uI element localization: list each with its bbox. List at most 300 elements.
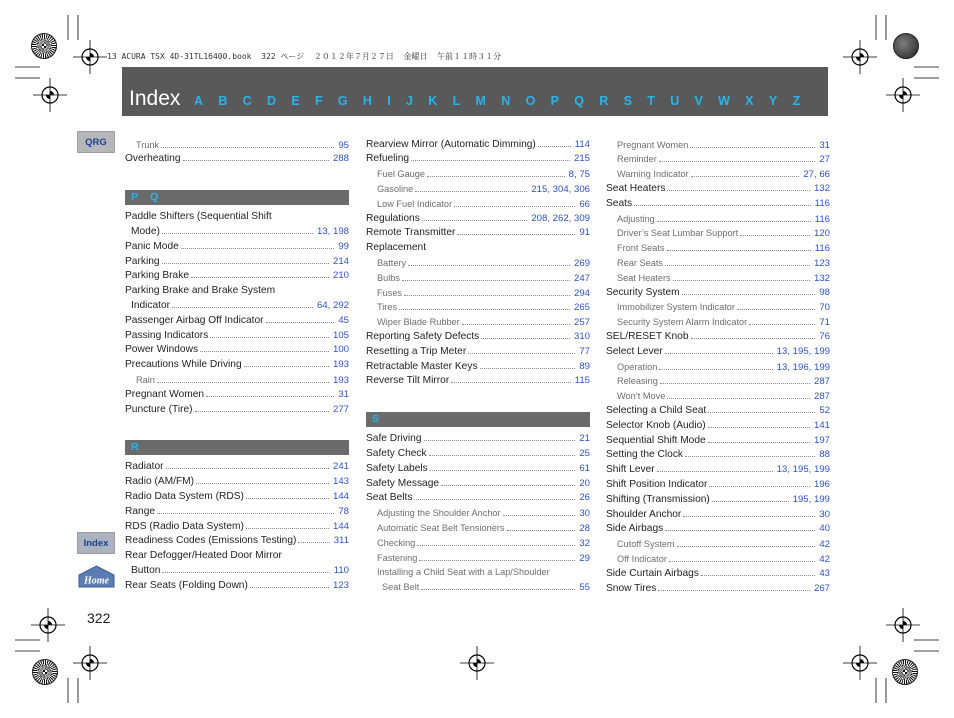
- entry-label: Security System: [606, 286, 680, 298]
- entry-label: Cutoff System: [617, 539, 675, 550]
- dot-leader: [183, 160, 329, 161]
- index-entry: [366, 462, 590, 477]
- dot-leader: [451, 382, 570, 383]
- alphabet-link-a[interactable]: A: [194, 94, 204, 108]
- entry-label: Panic Mode: [125, 240, 179, 252]
- index-subentry: [606, 552, 830, 567]
- index-entry: [125, 388, 349, 403]
- index-entry: [125, 403, 349, 418]
- page-link[interactable]: 61: [579, 462, 590, 474]
- alphabet-link-s[interactable]: S: [623, 94, 632, 108]
- entry-label: Shifting (Transmission): [606, 493, 710, 505]
- page-link[interactable]: 70: [819, 302, 830, 314]
- page-link[interactable]: 27, 66: [803, 169, 830, 181]
- page-link[interactable]: 88: [819, 449, 830, 461]
- entry-label: Mode): [131, 225, 160, 237]
- dot-leader: [402, 280, 570, 281]
- index-entry: [606, 330, 830, 345]
- index-subentry: [366, 300, 590, 315]
- page-link[interactable]: 13, 198: [316, 225, 349, 237]
- page-link[interactable]: 13, 195, 199: [776, 345, 830, 357]
- page-link[interactable]: 144: [332, 490, 349, 502]
- alphabet-link-j[interactable]: J: [406, 94, 413, 108]
- entry-label: Fuses: [377, 287, 403, 298]
- dot-leader: [166, 468, 329, 469]
- alphabet-link-w[interactable]: W: [718, 94, 730, 108]
- index-subentry: [606, 315, 830, 330]
- page-link[interactable]: 195, 199: [792, 493, 830, 505]
- entry-label: Indicator: [131, 299, 171, 311]
- entry-label: Security System Alarm Indicator: [617, 317, 748, 328]
- dot-leader: [427, 176, 565, 177]
- page-link[interactable]: 288: [332, 153, 349, 165]
- index-tab[interactable]: Index: [77, 532, 115, 554]
- page-link[interactable]: 29: [579, 552, 590, 564]
- dot-leader: [298, 542, 329, 543]
- page-link[interactable]: 143: [332, 476, 349, 488]
- dot-leader: [659, 369, 772, 370]
- color-target-mark: [32, 659, 58, 685]
- index-column-2: [366, 138, 590, 595]
- dot-leader: [708, 427, 810, 428]
- index-subentry: [606, 256, 830, 271]
- index-subentry: [366, 565, 590, 580]
- alphabet-link-c[interactable]: C: [242, 94, 252, 108]
- page-link[interactable]: 196: [813, 478, 830, 490]
- dot-leader: [667, 398, 810, 399]
- page-link[interactable]: 116: [814, 197, 830, 209]
- page-link[interactable]: 55: [579, 582, 590, 594]
- dot-leader: [538, 146, 571, 147]
- index-subentry: [606, 241, 830, 256]
- alphabet-link-i[interactable]: I: [387, 94, 391, 108]
- dot-leader: [708, 442, 810, 443]
- index-entry: [125, 475, 349, 490]
- page-link[interactable]: 123: [813, 257, 830, 269]
- dot-leader: [709, 486, 810, 487]
- page-link[interactable]: 247: [573, 272, 590, 284]
- alphabet-link-f[interactable]: F: [314, 94, 323, 108]
- entry-label: Safety Message: [366, 477, 440, 489]
- dot-leader: [162, 233, 313, 234]
- index-column-3: [606, 138, 830, 597]
- alphabet-link-o[interactable]: O: [525, 94, 536, 108]
- page-link[interactable]: 78: [338, 505, 349, 517]
- page-link[interactable]: 98: [819, 286, 830, 298]
- entry-label: Adjusting: [617, 213, 655, 224]
- page-link[interactable]: 40: [819, 523, 830, 535]
- entry-label: Checking: [377, 537, 416, 548]
- index-subentry: [366, 536, 590, 551]
- index-entry: [366, 477, 590, 492]
- page-link[interactable]: 43: [819, 567, 830, 579]
- dot-leader: [266, 322, 335, 323]
- page-link[interactable]: 99: [338, 240, 349, 252]
- entry-label: Side Airbags: [606, 523, 664, 535]
- index-entry: [366, 212, 590, 227]
- index-entry: [125, 210, 349, 225]
- index-subentry: [606, 212, 830, 227]
- dot-leader: [682, 294, 816, 295]
- entry-label: Replacement: [366, 242, 427, 254]
- crosshair-mark: [843, 40, 877, 74]
- index-header-bar: [122, 67, 828, 116]
- section-header: [125, 440, 349, 455]
- page-link[interactable]: 123: [332, 579, 349, 591]
- page-link[interactable]: 215: [573, 153, 590, 165]
- index-entry: [125, 269, 349, 284]
- alphabet-link-r[interactable]: R: [599, 94, 609, 108]
- page-link[interactable]: 215, 304, 306: [531, 183, 590, 195]
- page-link[interactable]: 42: [819, 539, 830, 551]
- entry-label: Safety Labels: [366, 462, 428, 474]
- entry-label: Parking Brake: [125, 270, 189, 282]
- dot-leader: [669, 561, 815, 562]
- index-subentry: [125, 373, 349, 388]
- index-subentry: [606, 374, 830, 389]
- dot-leader: [660, 383, 810, 384]
- index-subentry: [606, 138, 830, 153]
- page-link[interactable]: 28: [579, 522, 590, 534]
- entry-label: Low Fuel Indicator: [377, 198, 453, 209]
- page-link[interactable]: 144: [332, 520, 349, 532]
- entry-label: Range: [125, 505, 156, 517]
- index-entry: [125, 520, 349, 535]
- entry-label: Rearview Mirror (Automatic Dimming): [366, 138, 536, 150]
- entry-label: Seats: [606, 197, 633, 209]
- page-link[interactable]: 31: [819, 139, 830, 151]
- color-target-mark: [892, 659, 918, 685]
- entry-label: Bulbs: [377, 272, 400, 283]
- page-link[interactable]: 110: [333, 564, 349, 576]
- dot-leader: [196, 483, 329, 484]
- dot-leader: [404, 295, 570, 296]
- entry-label: Reminder: [617, 154, 657, 165]
- page-link[interactable]: 8, 75: [568, 169, 590, 181]
- alphabet-link-d[interactable]: D: [266, 94, 277, 108]
- dot-leader: [657, 221, 811, 222]
- page-link[interactable]: 32: [579, 537, 590, 549]
- index-entry: [366, 138, 590, 153]
- dot-leader: [422, 220, 528, 221]
- entry-label: Sequential Shift Mode: [606, 434, 706, 446]
- page-link[interactable]: 193: [332, 359, 349, 371]
- index-subentry: [125, 138, 349, 153]
- dot-leader: [162, 572, 329, 573]
- dot-leader: [191, 277, 329, 278]
- index-entry: [606, 522, 830, 537]
- page-number: 322: [87, 610, 111, 626]
- page-link[interactable]: 30: [819, 508, 830, 520]
- index-entry: [366, 491, 590, 506]
- index-entry: [125, 343, 349, 358]
- crosshair-mark: [73, 40, 107, 74]
- page-link[interactable]: 100: [332, 344, 349, 356]
- entry-label: Button: [131, 564, 161, 576]
- color-target-mark: [31, 33, 57, 59]
- index-entry: [606, 463, 830, 478]
- dot-leader: [244, 366, 329, 367]
- page-link[interactable]: 294: [573, 287, 590, 299]
- index-entry: [606, 345, 830, 360]
- dot-leader: [658, 590, 810, 591]
- dot-leader: [172, 307, 313, 308]
- entry-label: Passing Indicators: [125, 329, 209, 341]
- page-link[interactable]: 310: [573, 330, 590, 342]
- page-link[interactable]: 287: [813, 391, 830, 403]
- dot-leader: [691, 338, 816, 339]
- index-entry: [125, 490, 349, 505]
- page-link[interactable]: 141: [813, 419, 830, 431]
- page-link[interactable]: 77: [579, 345, 590, 357]
- page-link[interactable]: 31: [338, 388, 349, 400]
- index-entry: [366, 152, 590, 167]
- section-header: [125, 190, 349, 205]
- alphabet-link-e[interactable]: E: [291, 94, 300, 108]
- page-link[interactable]: 26: [579, 492, 590, 504]
- alphabet-link-b[interactable]: B: [218, 94, 228, 108]
- entry-label: Seat Heaters: [617, 272, 671, 283]
- entry-label: Off Indicator: [617, 553, 667, 564]
- page-link[interactable]: 52: [819, 404, 830, 416]
- index-subentry: [606, 167, 830, 182]
- index-subentry: [606, 226, 830, 241]
- entry-label: Adjusting the Shoulder Anchor: [377, 508, 501, 519]
- index-entry: [606, 182, 830, 197]
- entry-label: Side Curtain Airbags: [606, 567, 699, 579]
- index-entry: [125, 284, 349, 299]
- index-subentry: [606, 537, 830, 552]
- page-link[interactable]: 116: [814, 243, 830, 255]
- alphabet-link-m[interactable]: M: [475, 94, 486, 108]
- dot-leader: [690, 147, 815, 148]
- page-link[interactable]: 89: [579, 360, 590, 372]
- section-letter-r: R: [131, 440, 139, 453]
- index-subentry: [606, 152, 830, 167]
- page-link[interactable]: 132: [813, 272, 830, 284]
- dot-leader: [161, 147, 334, 148]
- alphabet-link-k[interactable]: K: [428, 94, 438, 108]
- index-entry: [125, 255, 349, 270]
- page-link[interactable]: 25: [579, 447, 590, 459]
- index-subentry: [366, 182, 590, 197]
- entry-label: Regulations: [366, 212, 420, 224]
- dot-leader: [424, 440, 576, 441]
- page-link[interactable]: 71: [819, 317, 830, 329]
- index-entry: [125, 314, 349, 329]
- alphabet-link-l[interactable]: L: [452, 94, 461, 108]
- page-link[interactable]: 91: [579, 227, 590, 239]
- entry-label: Radio (AM/FM): [125, 476, 195, 488]
- page-link[interactable]: 257: [573, 317, 590, 329]
- index-entry: [125, 152, 349, 167]
- alphabet-link-g[interactable]: G: [337, 94, 348, 108]
- entry-label: Rear Seats: [617, 257, 663, 268]
- crosshair-mark: [31, 608, 65, 642]
- index-entry: [606, 404, 830, 419]
- entry-label: Wiper Blade Rubber: [377, 317, 460, 328]
- index-entry: [366, 432, 590, 447]
- index-subentry: [366, 551, 590, 566]
- entry-label: Driver’s Seat Lumbar Support: [617, 228, 739, 239]
- dot-leader: [667, 250, 811, 251]
- index-column-1: [125, 138, 349, 594]
- entry-label: Readiness Codes (Emissions Testing): [125, 535, 297, 547]
- dot-leader: [665, 353, 773, 354]
- page-link[interactable]: 269: [573, 257, 590, 269]
- index-entry: [606, 582, 830, 597]
- index-entry: [606, 419, 830, 434]
- alphabet-link-z[interactable]: Z: [792, 94, 801, 108]
- page-link[interactable]: 265: [573, 302, 590, 314]
- entry-label: Fuel Gauge: [377, 169, 426, 180]
- page-link[interactable]: 76: [819, 330, 830, 342]
- index-entry: [606, 434, 830, 449]
- index-entry: [125, 549, 349, 564]
- section-letter-q: Q: [150, 190, 159, 203]
- dot-leader: [665, 530, 815, 531]
- dot-leader: [408, 265, 570, 266]
- page-link[interactable]: 13, 195, 199: [776, 464, 830, 476]
- color-target-mark: [893, 33, 919, 59]
- page-link[interactable]: 27: [819, 154, 830, 166]
- entry-label: Radio Data System (RDS): [125, 490, 244, 502]
- entry-label: Parking: [125, 255, 160, 267]
- dot-leader: [657, 471, 773, 472]
- alphabet-link-n[interactable]: N: [501, 94, 511, 108]
- entry-label: Snow Tires: [606, 582, 657, 594]
- page-link[interactable]: 116: [814, 213, 830, 225]
- dot-leader: [673, 280, 810, 281]
- entry-label: Releasing: [617, 376, 658, 387]
- dot-leader: [480, 368, 576, 369]
- index-entry: [606, 197, 830, 212]
- index-subentry: [366, 315, 590, 330]
- page-link[interactable]: 277: [332, 403, 349, 415]
- index-entry-continuation: [125, 299, 349, 314]
- entry-label: Pregnant Women: [617, 139, 689, 150]
- dot-leader: [411, 160, 570, 161]
- page-link[interactable]: 105: [332, 329, 349, 341]
- page-link[interactable]: 13, 196, 199: [776, 361, 830, 373]
- entry-label: Remote Transmitter: [366, 227, 456, 239]
- entry-label: Reverse Tilt Mirror: [366, 375, 450, 387]
- entry-label: Seat Belts: [366, 492, 413, 504]
- page-title: Index: [129, 87, 181, 110]
- dot-leader: [430, 470, 576, 471]
- dot-leader: [414, 499, 575, 500]
- page-link[interactable]: 208, 262, 309: [531, 212, 590, 224]
- dot-leader: [683, 516, 815, 517]
- dot-leader: [210, 337, 329, 338]
- entry-label: Trunk: [136, 139, 160, 150]
- dot-leader: [429, 455, 576, 456]
- alphabet-link-y[interactable]: Y: [768, 94, 778, 108]
- page-link[interactable]: 132: [813, 182, 830, 194]
- entry-label: Puncture (Tire): [125, 403, 193, 415]
- alphabet-link-v[interactable]: V: [694, 94, 703, 108]
- entry-label: Tires: [377, 302, 398, 313]
- index-entry: [366, 374, 590, 389]
- entry-label: Front Seats: [617, 243, 665, 254]
- index-entry: [366, 447, 590, 462]
- index-entry: [125, 358, 349, 373]
- alphabet-link-x[interactable]: X: [745, 94, 754, 108]
- page-link[interactable]: 115: [574, 375, 590, 387]
- index-entry: [606, 478, 830, 493]
- entry-label: Setting the Clock: [606, 449, 684, 461]
- index-entry-continuation: [125, 564, 349, 579]
- page-link[interactable]: 120: [813, 228, 830, 240]
- crosshair-mark: [33, 78, 67, 112]
- dot-leader: [685, 456, 815, 457]
- page-link[interactable]: 64, 292: [316, 299, 349, 311]
- dot-leader: [246, 498, 329, 499]
- dot-leader: [634, 205, 811, 206]
- alphabet-link-t[interactable]: T: [647, 94, 655, 108]
- index-entry: [606, 286, 830, 301]
- index-entry: [366, 345, 590, 360]
- page-link[interactable]: 210: [332, 270, 349, 282]
- page-link[interactable]: 193: [332, 374, 349, 386]
- page-link[interactable]: 287: [813, 376, 830, 388]
- page-link[interactable]: 197: [813, 434, 830, 446]
- index-subentry: [366, 256, 590, 271]
- home-icon[interactable]: [77, 564, 116, 589]
- dot-leader: [691, 176, 800, 177]
- page-link[interactable]: 95: [338, 139, 349, 151]
- dot-leader: [740, 235, 810, 236]
- page-link[interactable]: 30: [579, 508, 590, 520]
- dot-leader: [250, 587, 329, 588]
- entry-label: Selecting a Child Seat: [606, 404, 707, 416]
- page-link[interactable]: 114: [574, 138, 590, 150]
- entry-label: Battery: [377, 257, 407, 268]
- alphabet-link-p[interactable]: P: [550, 94, 559, 108]
- crosshair-mark: [886, 608, 920, 642]
- alphabet-link-u[interactable]: U: [670, 94, 680, 108]
- dot-leader: [677, 546, 816, 547]
- entry-label: Reporting Safety Defects: [366, 330, 480, 342]
- section-header: [366, 412, 590, 427]
- alphabet-link-h[interactable]: H: [362, 94, 372, 108]
- page-link[interactable]: 267: [813, 582, 830, 594]
- dot-leader: [708, 412, 815, 413]
- entry-label: RDS (Radio Data System): [125, 520, 244, 532]
- page-link[interactable]: 241: [332, 461, 349, 473]
- dot-leader: [419, 560, 575, 561]
- page-link[interactable]: 214: [332, 255, 349, 267]
- index-entry: [125, 240, 349, 255]
- alphabet-link-q[interactable]: Q: [574, 94, 584, 108]
- page-link[interactable]: 45: [338, 314, 349, 326]
- page-link[interactable]: 42: [819, 553, 830, 565]
- page-link[interactable]: 21: [579, 433, 590, 445]
- dot-leader: [157, 382, 329, 383]
- index-subentry: [366, 271, 590, 286]
- page-link[interactable]: 66: [579, 198, 590, 210]
- dot-leader: [206, 396, 334, 397]
- page-link[interactable]: 311: [333, 535, 349, 547]
- dot-leader: [507, 530, 576, 531]
- qrg-tab[interactable]: QRG: [77, 131, 115, 153]
- index-subentry: [366, 167, 590, 182]
- index-entry: [125, 579, 349, 594]
- entry-label: Retractable Master Keys: [366, 360, 478, 372]
- entry-label: Power Windows: [125, 344, 199, 356]
- entry-label: Won’t Move: [617, 391, 666, 402]
- page-link[interactable]: 20: [579, 477, 590, 489]
